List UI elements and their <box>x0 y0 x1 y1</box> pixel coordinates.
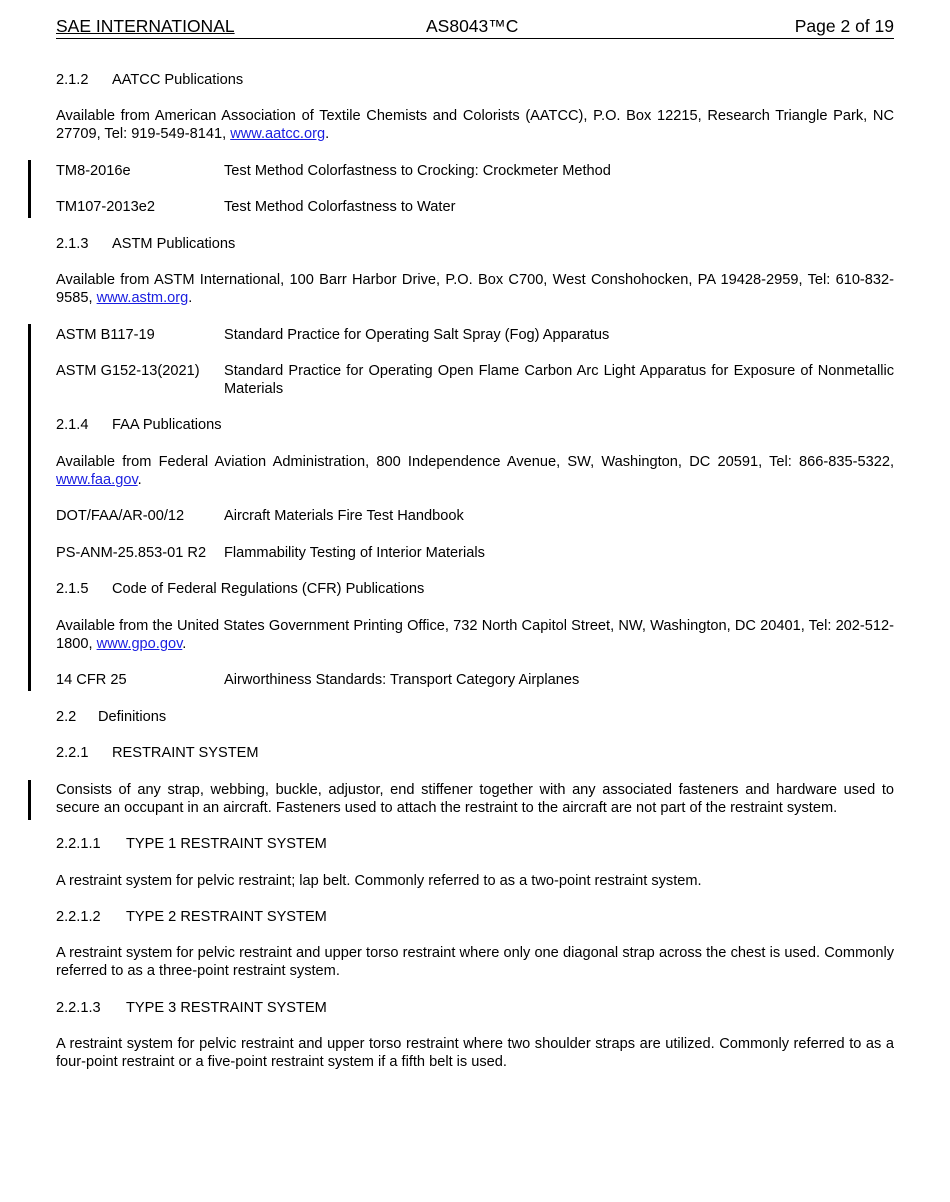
section-number: 2.2.1.3 <box>56 1000 101 1016</box>
section-heading <box>56 999 894 1017</box>
reference-row <box>56 326 894 344</box>
section-number: 2.2.1.1 <box>56 836 101 852</box>
section-title: TYPE 2 RESTRAINT SYSTEM <box>126 909 327 925</box>
reference-code: ASTM B117-19 <box>56 327 155 343</box>
section-heading <box>56 416 894 434</box>
section-heading <box>56 908 894 926</box>
reference-code: TM107-2013e2 <box>56 199 155 215</box>
section-number: 2.1.3 <box>56 236 89 252</box>
header-organization: SAE INTERNATIONAL <box>56 16 235 36</box>
section-title: ASTM Publications <box>112 236 236 252</box>
section-title: Code of Federal Regulations (CFR) Publications <box>112 581 425 597</box>
section-number: 2.2 <box>56 709 77 725</box>
reference-row <box>56 544 894 562</box>
reference-code: TM8-2016e <box>56 163 131 179</box>
reference-title: Flammability Testing of Interior Materials <box>224 545 485 561</box>
reference-title: Aircraft Materials Fire Test Handbook <box>224 508 464 524</box>
paragraph: Available from Federal Aviation Administration, 800 Independence Avenue, SW, Washington, DC 20591, Tel: 866-835-5322, www.faa.gov. <box>56 454 894 488</box>
header-document-number: AS8043™C <box>426 16 519 36</box>
reference-row <box>56 162 894 180</box>
reference-title: Test Method Colorfastness to Water <box>224 199 456 215</box>
aatcc-link[interactable]: www.aatcc.org <box>230 126 326 142</box>
header-page-number: Page 2 of 19 <box>794 16 894 36</box>
section-heading <box>56 235 894 253</box>
reference-title: Test Method Colorfastness to Crocking: Crockmeter Method <box>224 163 611 179</box>
paragraph-text: Available from Federal Aviation Administration, 800 Independence Avenue, SW, Washington, DC 20591, Tel: 866-835-5322, <box>56 454 894 470</box>
section-number: 2.2.1.2 <box>56 909 101 925</box>
paragraph: Available from ASTM International, 100 Barr Harbor Drive, P.O. Box C700, West Conshohocken, PA 19428-2959, Tel: 610-832-9585, www.astm.org. <box>56 272 894 306</box>
section-heading <box>56 708 894 726</box>
paragraph-text: Available from American Association of Textile Chemists and Colorists (AATCC), P.O. Box 12215, Research Triangle Park, NC 27709, Tel: 919-549-8141, <box>56 108 894 142</box>
paragraph: Consists of any strap, webbing, buckle, adjustor, end stiffener together with any associated fasteners and hardware used to secure an occupant in an aircraft. Fasteners used to attach the restraint to the aircraft are not part of the restraint system. <box>56 782 894 816</box>
reference-row <box>56 671 894 689</box>
gpo-link[interactable]: www.gpo.gov <box>96 636 183 652</box>
page-header <box>56 16 894 39</box>
section-heading <box>56 835 894 853</box>
section-title: RESTRAINT SYSTEM <box>112 745 259 761</box>
faa-link[interactable]: www.faa.gov <box>56 472 138 488</box>
change-bar <box>28 324 31 691</box>
reference-row <box>56 507 894 525</box>
section-number: 2.1.5 <box>56 581 89 597</box>
paragraph: Available from American Association of Textile Chemists and Colorists (AATCC), P.O. Box 12215, Research Triangle Park, NC 27709, Tel: 919-549-8141, www.aatcc.org. <box>56 108 894 142</box>
astm-link[interactable]: www.astm.org <box>96 290 189 306</box>
reference-title: Standard Practice for Operating Open Flame Carbon Arc Light Apparatus for Exposure of Nonmetallic Materials <box>224 363 894 397</box>
section-title: FAA Publications <box>112 417 222 433</box>
paragraph-text: Available from ASTM International, 100 Barr Harbor Drive, P.O. Box C700, West Conshohocken, PA 19428-2959, Tel: 610-832-9585, <box>56 272 894 306</box>
paragraph: Available from the United States Government Printing Office, 732 North Capitol Street, NW, Washington, DC 20401, Tel: 202-512-1800, www.gpo.gov. <box>56 618 894 652</box>
section-number: 2.1.2 <box>56 72 89 88</box>
section-heading <box>56 71 894 89</box>
reference-code: ASTM G152-13(2021) <box>56 363 200 379</box>
reference-code: DOT/FAA/AR-00/12 <box>56 508 185 524</box>
section-number: 2.2.1 <box>56 745 89 761</box>
reference-code: 14 CFR 25 <box>56 672 127 688</box>
paragraph: A restraint system for pelvic restraint and upper torso restraint where two shoulder straps are utilized. Commonly referred to as a four-point restraint or a five-point restraint system if a fifth belt is used. <box>56 1036 894 1070</box>
paragraph: A restraint system for pelvic restraint and upper torso restraint where only one diagonal strap across the chest is used. Commonly referred to as a three-point restraint system. <box>56 945 894 979</box>
paragraph-text: Available from the United States Government Printing Office, 732 North Capitol Street, NW, Washington, DC 20401, Tel: 202-512-1800, <box>56 618 894 652</box>
section-number: 2.1.4 <box>56 417 89 433</box>
reference-row <box>56 362 894 398</box>
reference-code: PS-ANM-25.853-01 R2 <box>56 545 207 561</box>
change-bar <box>28 780 31 820</box>
reference-title: Airworthiness Standards: Transport Category Airplanes <box>224 672 580 688</box>
change-bar <box>28 160 31 218</box>
paragraph: A restraint system for pelvic restraint; lap belt. Commonly referred to as a two-point restraint system. <box>56 873 702 889</box>
section-heading <box>56 744 894 762</box>
section-title: AATCC Publications <box>112 72 244 88</box>
section-title: TYPE 1 RESTRAINT SYSTEM <box>126 836 327 852</box>
section-heading <box>56 580 894 598</box>
section-title: Definitions <box>98 709 167 725</box>
section-title: TYPE 3 RESTRAINT SYSTEM <box>126 1000 327 1016</box>
reference-row <box>56 198 894 216</box>
reference-title: Standard Practice for Operating Salt Spray (Fog) Apparatus <box>224 327 610 343</box>
